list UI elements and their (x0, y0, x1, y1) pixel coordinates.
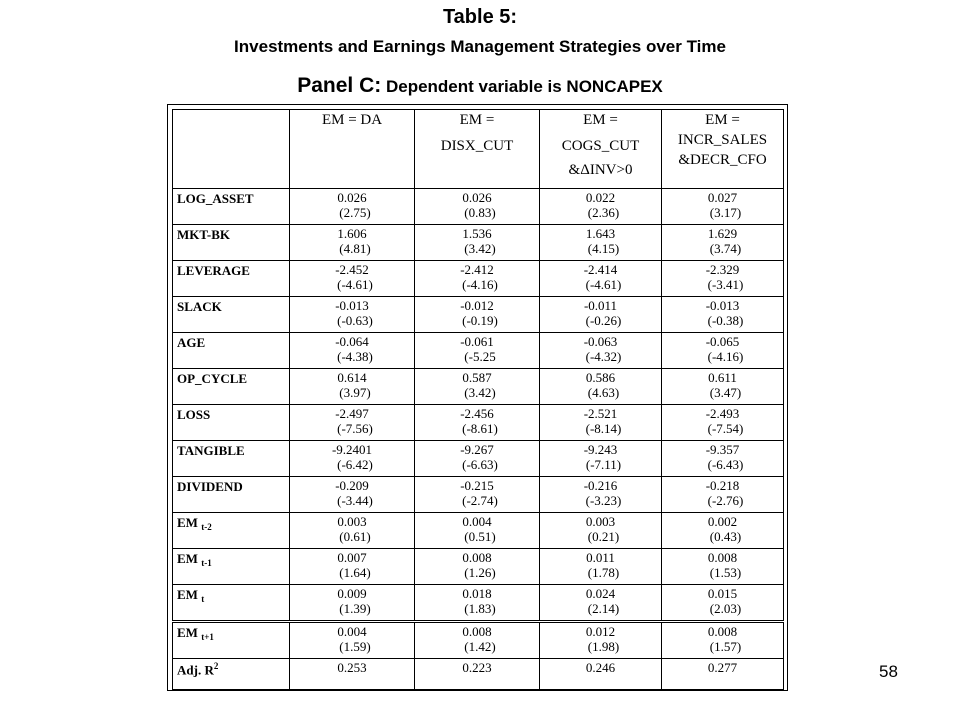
value-cell (415, 585, 540, 622)
coefficient: 1.629 (707, 226, 738, 241)
coefficient: 0.003 (337, 514, 367, 529)
value-cell (662, 513, 784, 549)
coefficient: -2.456 (460, 406, 494, 421)
value-cell (662, 225, 784, 261)
t-statistic: (-6.42) (337, 457, 373, 472)
coefficient: 0.008 (462, 624, 492, 639)
value-cell (540, 585, 662, 622)
t-statistic: (1.83) (464, 601, 496, 616)
row-label (173, 405, 290, 441)
row-label (173, 261, 290, 297)
coefficient: 0.223 (462, 660, 492, 675)
regression-table (172, 109, 784, 690)
coefficient: -0.215 (460, 478, 494, 493)
row-label-text: Adj. R (177, 662, 214, 678)
coefficient: -2.412 (460, 262, 494, 277)
coefficient: 0.008 (462, 550, 492, 565)
value-cell (540, 405, 662, 441)
header-cell (415, 110, 540, 189)
table-row (173, 297, 784, 333)
row-label (173, 441, 290, 477)
row-label-subscript: t (201, 594, 205, 604)
header-corner (173, 110, 290, 189)
value-cell (540, 369, 662, 405)
t-statistic: (-0.19) (462, 313, 498, 328)
header-line: DISX_CUT (440, 138, 514, 154)
coefficient: -2.493 (705, 406, 740, 421)
value-cell (662, 441, 784, 477)
t-statistic: (3.74) (709, 241, 742, 256)
coefficient: 0.007 (337, 550, 367, 565)
coefficient: 0.277 (707, 660, 738, 675)
value-cell (415, 405, 540, 441)
value-cell (290, 622, 415, 659)
value-cell (540, 659, 662, 690)
value-cell (662, 333, 784, 369)
header-cell (290, 110, 415, 189)
coefficient: 0.004 (462, 514, 492, 529)
coefficient: 0.011 (586, 550, 615, 565)
table-title: Table 5: (442, 6, 518, 28)
coefficient: -2.414 (583, 262, 618, 277)
value-cell (290, 585, 415, 622)
row-label-text: TANGIBLE (177, 443, 245, 458)
t-statistic: (4.81) (339, 241, 371, 256)
coefficient: 0.012 (585, 624, 616, 639)
table-row (173, 189, 784, 225)
table-row (173, 261, 784, 297)
row-label-subscript: t-1 (201, 558, 212, 568)
table-row (173, 405, 784, 441)
value-cell (540, 297, 662, 333)
value-cell (662, 369, 784, 405)
t-statistic: (-8.14) (585, 421, 622, 436)
value-cell (540, 513, 662, 549)
value-cell (290, 261, 415, 297)
coefficient: -0.013 (335, 298, 369, 313)
t-statistic: (-6.43) (707, 457, 744, 472)
row-label (173, 513, 290, 549)
header-cell (662, 110, 784, 189)
t-statistic: (4.63) (587, 385, 620, 400)
coefficient: 0.611 (708, 370, 737, 385)
table-row (173, 513, 784, 549)
panel-text: Dependent variable is NONCAPEX (385, 77, 663, 96)
value-cell (662, 622, 784, 659)
value-cell (540, 261, 662, 297)
value-cell (662, 549, 784, 585)
value-cell (415, 297, 540, 333)
table-row (173, 369, 784, 405)
coefficient: -0.013 (705, 298, 740, 313)
t-statistic: (-4.38) (337, 349, 373, 364)
t-statistic: (-6.63) (462, 457, 498, 472)
value-cell (415, 189, 540, 225)
value-cell (415, 261, 540, 297)
value-cell (540, 441, 662, 477)
value-cell (662, 659, 784, 690)
t-statistic: (1.64) (339, 565, 371, 580)
table-row (173, 225, 784, 261)
coefficient: -9.267 (460, 442, 494, 457)
row-label-text: DIVIDEND (177, 479, 243, 494)
t-statistic: (3.47) (709, 385, 742, 400)
t-statistic: (1.53) (709, 565, 742, 580)
row-label (173, 333, 290, 369)
row-label-text: MKT-BK (177, 227, 230, 242)
table-row (173, 477, 784, 513)
coefficient: 0.002 (707, 514, 738, 529)
t-statistic: (1.59) (339, 639, 371, 654)
value-cell (662, 405, 784, 441)
coefficient: 1.606 (337, 226, 367, 241)
t-statistic: (1.98) (587, 639, 620, 654)
coefficient: -2.521 (583, 406, 618, 421)
value-cell (540, 549, 662, 585)
table-row (173, 333, 784, 369)
row-label (173, 225, 290, 261)
coefficient: 0.015 (707, 586, 738, 601)
t-statistic: (-2.76) (707, 493, 744, 508)
t-statistic: (-2.74) (462, 493, 498, 508)
value-cell (290, 297, 415, 333)
t-statistic: (1.39) (339, 601, 371, 616)
coefficient: 1.643 (585, 226, 616, 241)
table-row (173, 549, 784, 585)
row-label-subscript: t+1 (201, 632, 214, 642)
header-line: EM = (583, 112, 618, 128)
t-statistic: (1.57) (709, 639, 742, 654)
table-row (173, 585, 784, 622)
row-label-text: LOG_ASSET (177, 191, 254, 206)
page-number: 58 (879, 662, 898, 681)
value-cell (662, 297, 784, 333)
coefficient: 0.027 (707, 190, 738, 205)
t-statistic: (2.36) (587, 205, 620, 220)
t-statistic: (0.43) (709, 529, 742, 544)
row-label (173, 297, 290, 333)
header-line: &ΔINV>0 (568, 162, 633, 178)
row-label-text: LEVERAGE (177, 263, 250, 278)
value-cell (415, 513, 540, 549)
coefficient: -2.329 (705, 262, 740, 277)
coefficient: 0.587 (462, 370, 492, 385)
value-cell (540, 189, 662, 225)
value-cell (540, 225, 662, 261)
t-statistic: (1.42) (464, 639, 496, 654)
value-cell (290, 659, 415, 690)
t-statistic: (-4.61) (585, 277, 622, 292)
value-cell (415, 369, 540, 405)
row-label (173, 369, 290, 405)
coefficient: -9.357 (705, 442, 740, 457)
value-cell (290, 549, 415, 585)
t-statistic: (1.26) (464, 565, 496, 580)
t-statistic: (0.51) (464, 529, 496, 544)
t-statistic: (1.78) (587, 565, 620, 580)
t-statistic: (-3.44) (337, 493, 373, 508)
coefficient: 0.008 (707, 550, 738, 565)
t-statistic: (-3.41) (707, 277, 744, 292)
coefficient: 1.536 (462, 226, 492, 241)
coefficient: -9.243 (583, 442, 618, 457)
value-cell (415, 549, 540, 585)
t-statistic: (2.14) (587, 601, 620, 616)
coefficient: 0.024 (585, 586, 616, 601)
row-label-text: OP_CYCLE (177, 371, 248, 386)
t-statistic: (3.42) (464, 241, 496, 256)
coefficient: -0.209 (335, 478, 369, 493)
t-statistic: (0.21) (587, 529, 620, 544)
value-cell (540, 477, 662, 513)
row-label-text: EM (177, 515, 198, 530)
coefficient: 0.008 (707, 624, 738, 639)
coefficient: -9.2401 (331, 442, 373, 457)
t-statistic: (-0.38) (707, 313, 744, 328)
value-cell (662, 189, 784, 225)
t-statistic: (-0.26) (585, 313, 622, 328)
header-line: EM = DA (321, 112, 383, 128)
value-cell (662, 585, 784, 622)
coefficient: -0.011 (583, 298, 618, 313)
header-cell (540, 110, 662, 189)
header-line: COGS_CUT (561, 138, 640, 154)
t-statistic: (-4.61) (337, 277, 373, 292)
coefficient: -0.061 (460, 334, 494, 349)
t-statistic: (-3.23) (585, 493, 622, 508)
coefficient: -2.452 (335, 262, 369, 277)
t-statistic: (-7.56) (337, 421, 373, 436)
row-label (173, 549, 290, 585)
value-cell (415, 441, 540, 477)
t-statistic: (-7.54) (707, 421, 744, 436)
row-label-subscript: t-2 (201, 522, 212, 532)
t-statistic: (3.97) (339, 385, 371, 400)
coefficient: 0.253 (337, 660, 367, 675)
row-label-text: EM (177, 625, 198, 640)
coefficient: -0.063 (583, 334, 618, 349)
row-label-text: EM (177, 587, 198, 602)
coefficient: 0.246 (585, 660, 616, 675)
t-statistic: (-0.63) (337, 313, 373, 328)
value-cell (290, 225, 415, 261)
value-cell (290, 477, 415, 513)
value-cell (540, 622, 662, 659)
value-cell (415, 477, 540, 513)
value-cell (290, 333, 415, 369)
value-cell (540, 333, 662, 369)
row-label-text: LOSS (177, 407, 211, 422)
row-label-text: AGE (177, 335, 206, 350)
row-label (173, 622, 290, 659)
t-statistic: (2.03) (709, 601, 742, 616)
value-cell (290, 405, 415, 441)
panel-heading (0, 74, 960, 98)
t-statistic: (-5.25 (464, 349, 496, 364)
table-row (173, 441, 784, 477)
t-statistic: (-4.16) (707, 349, 744, 364)
t-statistic: (-4.16) (462, 277, 498, 292)
coefficient: 0.026 (462, 190, 492, 205)
value-cell (415, 333, 540, 369)
coefficient: 0.026 (337, 190, 367, 205)
t-statistic: (0.83) (464, 205, 496, 220)
row-label-text: SLACK (177, 299, 222, 314)
value-cell (290, 369, 415, 405)
header-row (173, 110, 784, 189)
t-statistic: (3.17) (709, 205, 742, 220)
row-label (173, 189, 290, 225)
table-row (173, 622, 784, 659)
table-subtitle: Investments and Earnings Management Strategies over Time (234, 37, 726, 56)
value-cell (662, 477, 784, 513)
coefficient: 0.614 (337, 370, 367, 385)
coefficient: -0.064 (335, 334, 369, 349)
row-label (173, 585, 290, 622)
row-label-superscript: 2 (213, 661, 219, 671)
value-cell (290, 513, 415, 549)
header-line: EM = (705, 112, 740, 128)
value-cell (662, 261, 784, 297)
coefficient: 0.003 (585, 514, 616, 529)
t-statistic: (0.61) (339, 529, 371, 544)
t-statistic: (2.75) (339, 205, 371, 220)
value-cell (415, 622, 540, 659)
value-cell (415, 225, 540, 261)
coefficient: -2.497 (335, 406, 369, 421)
panel-prefix: Panel C: (297, 74, 382, 97)
t-statistic: (-4.32) (585, 349, 622, 364)
row-label-text: EM (177, 551, 198, 566)
coefficient: -0.012 (460, 298, 494, 313)
coefficient: 0.022 (585, 190, 616, 205)
coefficient: -0.218 (705, 478, 740, 493)
coefficient: 0.009 (337, 586, 367, 601)
value-cell (415, 659, 540, 690)
value-cell (290, 441, 415, 477)
row-label (173, 477, 290, 513)
coefficient: 0.004 (337, 624, 367, 639)
coefficient: 0.018 (462, 586, 492, 601)
t-statistic: (-7.11) (585, 457, 622, 472)
value-cell (290, 189, 415, 225)
header-line: INCR_SALES (677, 132, 768, 148)
header-line: EM = (459, 112, 495, 128)
coefficient: -0.065 (705, 334, 740, 349)
row-label (173, 659, 290, 690)
coefficient: 0.586 (585, 370, 616, 385)
t-statistic: (4.15) (587, 241, 620, 256)
t-statistic: (-8.61) (462, 421, 498, 436)
table-row (173, 659, 784, 690)
header-line: &DECR_CFO (678, 152, 767, 168)
coefficient: -0.216 (583, 478, 618, 493)
t-statistic: (3.42) (464, 385, 496, 400)
